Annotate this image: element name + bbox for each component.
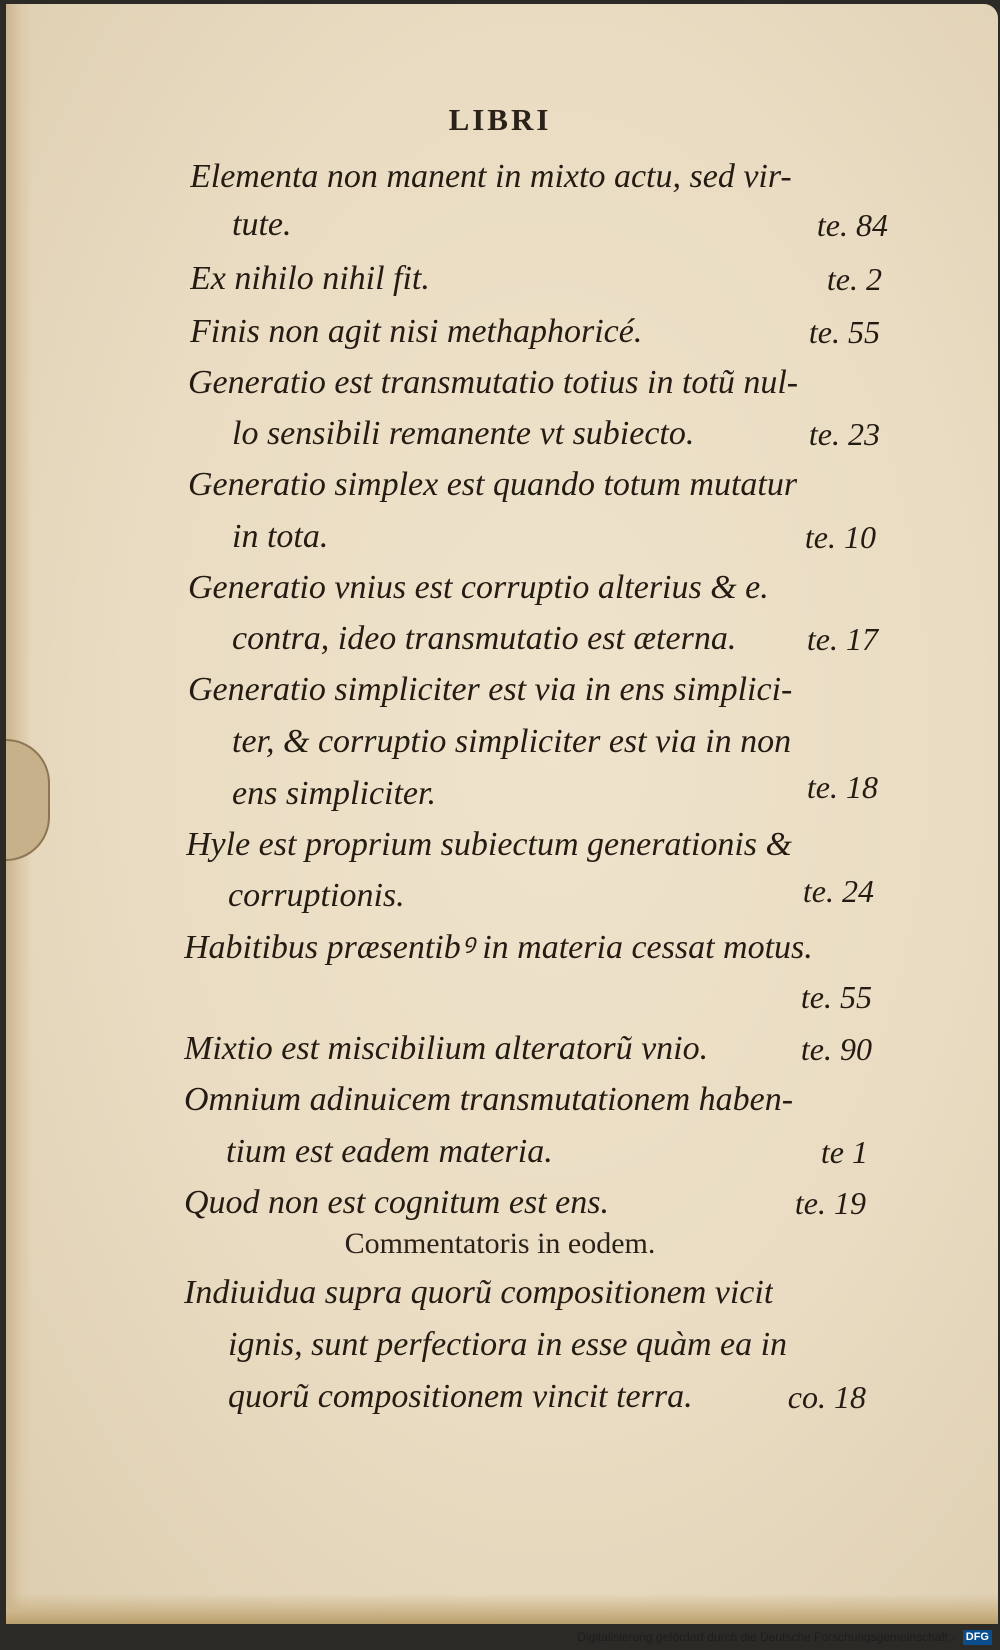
entry-line: lo sensibili remanente vt subiecto.	[232, 415, 695, 452]
entry-line: corruptionis.	[228, 877, 405, 914]
entry-reference: te 1	[820, 1134, 868, 1170]
entry-reference: te. 84	[816, 207, 888, 243]
entry-reference: te. 90	[800, 1031, 872, 1067]
page-bottom-edge	[6, 1594, 998, 1624]
entry-reference: te. 2	[826, 261, 882, 297]
entry-line: tium est eadem materia.	[226, 1133, 553, 1170]
entry-reference: te. 23	[808, 416, 880, 452]
entry-line: Mixtio est miscibilium alteratorũ vnio.	[184, 1030, 709, 1067]
entry-line: Elementa non manent in mixto actu, sed vir-	[190, 158, 792, 195]
entry-line: ter, & corruptio simpliciter est via in non	[232, 723, 792, 760]
commentary-reference: co. 18	[787, 1379, 866, 1415]
entry-line: Hyle est proprium subiectum generationis &	[186, 826, 792, 863]
commentary-line: Indiuidua supra quorũ compositionem vicit	[184, 1274, 774, 1311]
commentary-line: quorũ compositionem vincit terra.	[228, 1378, 693, 1415]
entry-line: tute.	[232, 206, 292, 243]
entry-reference: te. 19	[794, 1185, 866, 1221]
section-subheading: Commentatoris in eodem.	[344, 1227, 656, 1260]
entry-reference: te. 10	[804, 519, 876, 555]
dfg-logo: DFG	[963, 1630, 992, 1645]
entry-line: Finis non agit nisi methaphoricé.	[190, 313, 643, 350]
entry-line: Generatio vnius est corruptio alterius & e.	[188, 569, 769, 606]
entry-reference: te. 55	[808, 314, 880, 350]
commentary-line: ignis, sunt perfectiora in esse quàm ea in	[228, 1326, 788, 1363]
entry-line: Habitibus præsentibꝰ in materia cessat motus.	[184, 929, 813, 966]
entry-line: Omnium adinuicem transmutationem haben-	[184, 1081, 794, 1118]
digitization-credit	[577, 1626, 992, 1648]
entry-line: ens simpliciter.	[232, 775, 436, 812]
page-tab-marker	[6, 739, 50, 861]
entry-reference: te. 55	[800, 979, 872, 1015]
entry-line: Generatio simplex est quando totum mutatur	[188, 466, 798, 503]
entry-line: contra, ideo transmutatio est æterna.	[232, 620, 737, 657]
entry-line: Ex nihilo nihil fit.	[190, 260, 430, 297]
running-header: LIBRI	[448, 102, 552, 137]
entry-line: Generatio est transmutatio totius in totũ nul-	[188, 364, 799, 401]
entry-reference: te. 18	[806, 769, 878, 805]
entry-reference: te. 24	[802, 873, 874, 909]
credit-text: Digitalisierung gefördert durch die Deutsche Forschungsgemeinschaft -	[577, 1630, 956, 1644]
entry-line: Quod non est cognitum est ens.	[184, 1184, 609, 1221]
entry-reference: te. 17	[806, 621, 878, 657]
entry-line: Generatio simpliciter est via in ens simplici-	[188, 671, 793, 708]
entry-line: in tota.	[232, 518, 329, 555]
